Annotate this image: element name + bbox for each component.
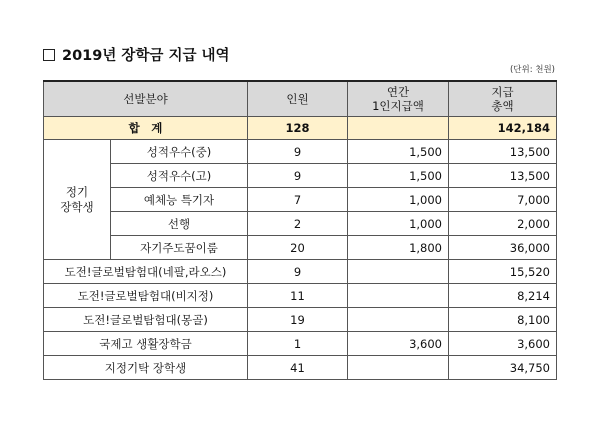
row-people: 9 (248, 140, 348, 164)
row-people: 1 (248, 332, 348, 356)
table-row (44, 332, 557, 356)
group-label-line2: 장학생 (60, 199, 94, 214)
total-row (44, 117, 557, 140)
row-total: 13,500 (449, 140, 557, 164)
table-row (44, 236, 557, 260)
table-row (44, 140, 557, 164)
row-annual: 1,500 (348, 140, 449, 164)
row-total: 34,750 (449, 356, 557, 380)
row-total: 36,000 (449, 236, 557, 260)
row-people: 11 (248, 284, 348, 308)
header-total (449, 81, 557, 117)
page-title (43, 44, 230, 65)
row-annual: 3,600 (348, 332, 449, 356)
row-annual: 1,800 (348, 236, 449, 260)
group-label (44, 140, 111, 260)
table-row (44, 308, 557, 332)
row-label: 도전!글로벌탐험대(비지정) (44, 284, 248, 308)
row-people: 20 (248, 236, 348, 260)
row-label: 도전!글로벌탐험대(네팔,라오스) (44, 260, 248, 284)
table-row (44, 212, 557, 236)
row-annual (348, 260, 449, 284)
row-label: 선행 (111, 212, 248, 236)
title-text: 2019년 장학금 지급 내역 (62, 48, 230, 64)
row-label: 예체능 특기자 (111, 188, 248, 212)
row-total: 13,500 (449, 164, 557, 188)
unit-label: (단위: 천원) (509, 65, 555, 75)
row-total: 3,600 (449, 332, 557, 356)
total-annual (348, 117, 449, 140)
scholarship-table (43, 80, 557, 380)
row-annual (348, 356, 449, 380)
row-annual (348, 308, 449, 332)
row-label: 지정기탁 장학생 (44, 356, 248, 380)
table-row (44, 188, 557, 212)
row-people: 41 (248, 356, 348, 380)
row-label: 자기주도꿈이룸 (111, 236, 248, 260)
table-row (44, 164, 557, 188)
row-total: 8,100 (449, 308, 557, 332)
total-amount: 142,184 (449, 117, 557, 140)
total-people: 128 (248, 117, 348, 140)
row-people: 7 (248, 188, 348, 212)
table-row (44, 260, 557, 284)
row-annual: 1,000 (348, 188, 449, 212)
row-total: 8,214 (449, 284, 557, 308)
row-total: 2,000 (449, 212, 557, 236)
row-total: 15,520 (449, 260, 557, 284)
row-annual: 1,500 (348, 164, 449, 188)
row-people: 9 (248, 260, 348, 284)
header-row (44, 81, 557, 117)
header-total-line1: 지급 (491, 85, 514, 99)
row-annual: 1,000 (348, 212, 449, 236)
row-annual (348, 284, 449, 308)
header-people: 인원 (248, 81, 348, 117)
header-field: 선발분야 (44, 81, 248, 117)
header-annual (348, 81, 449, 117)
header-annual-line2: 1인지급액 (372, 99, 424, 113)
row-people: 2 (248, 212, 348, 236)
row-label: 성적우수(고) (111, 164, 248, 188)
row-total: 7,000 (449, 188, 557, 212)
row-people: 19 (248, 308, 348, 332)
row-people: 9 (248, 164, 348, 188)
group-label-line1: 정기 (65, 184, 89, 199)
total-label: 합 계 (44, 117, 248, 140)
row-label: 국제고 생활장학금 (44, 332, 248, 356)
row-label: 성적우수(중) (111, 140, 248, 164)
checkbox-square-icon (43, 49, 55, 61)
table-row (44, 356, 557, 380)
header-total-line2: 총액 (491, 99, 514, 113)
header-annual-line1: 연간 (386, 85, 410, 99)
table-row (44, 284, 557, 308)
row-label: 도전!글로벌탐험대(몽골) (44, 308, 248, 332)
